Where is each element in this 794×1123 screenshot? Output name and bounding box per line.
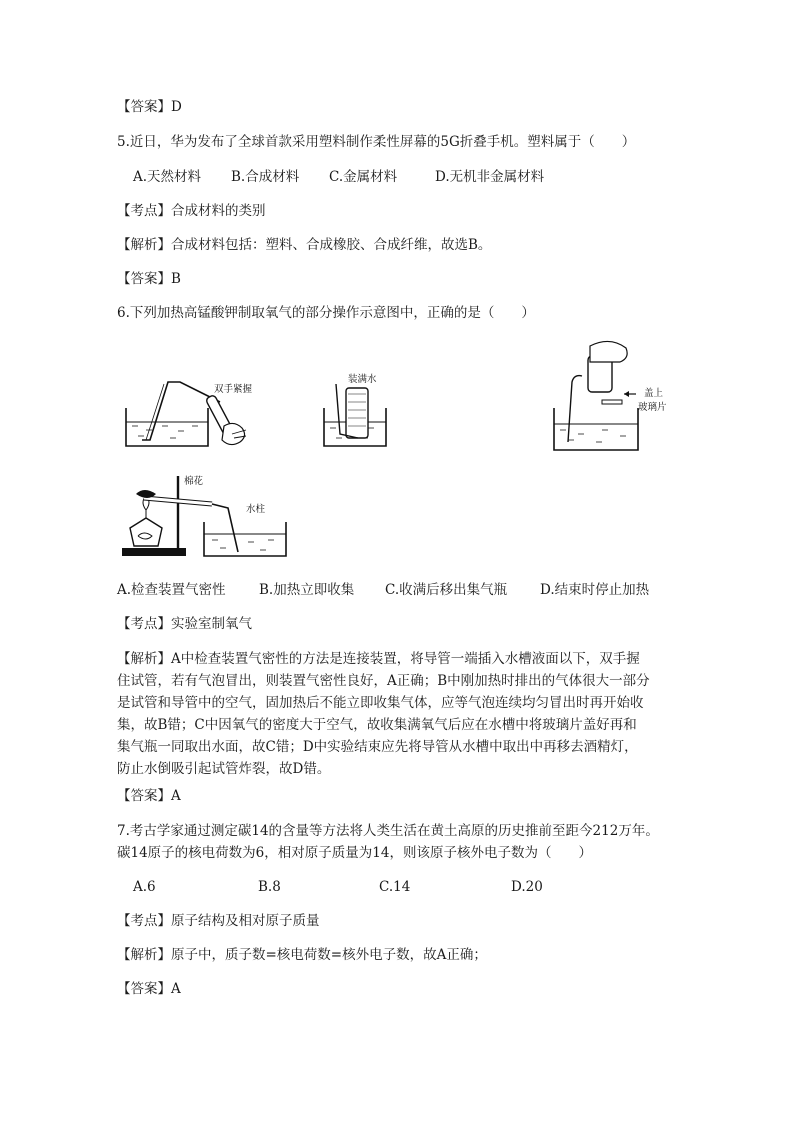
q5-jiexi: 【解析】合成材料包括：塑料、合成橡胶、合成纤维，故选B。 [117,237,492,253]
q6-option-c: C.收满后移出集气瓶 [385,582,508,598]
q6-jiexi-line: 住试管，若有气泡冒出，则装置气密性良好，A正确；B中刚加热时排出的气体很大一部分 [117,673,650,689]
q5-option-c: C.金属材料 [329,169,398,185]
q7-question-line: 碳14原子的核电荷数为6，相对原子质量为14，则该原子核外电子数为（ ） [117,845,592,861]
q6-jiexi-line: 【解析】A中检查装置气密性的方法是连接装置，将导管一端插入水槽液面以下，双手握 [117,651,640,667]
q5-option-b: B.合成材料 [231,169,300,185]
figure-b-collect-immediately [318,368,418,453]
q7-jiexi: 【解析】原子中，质子数=核电荷数=核外电子数，故A正确； [117,947,487,963]
figure-d-label-1: 棉花 [184,476,204,487]
figure-b-label: 装满水 [348,374,377,385]
q6-option-d: D.结束时停止加热 [540,582,650,598]
q6-answer: 【答案】A [117,788,181,804]
q5-option-d: D.无机非金属材料 [435,169,545,185]
figure-c-label-1: 盖上 [644,388,664,399]
figure-c-label-2: 玻璃片 [638,402,667,413]
q5-question: 5.近日，华为发布了全球首款采用塑料制作柔性屏幕的5G折叠手机。塑料属于（ ） [117,134,636,150]
q7-kaodian: 【考点】原子结构及相对原子质量 [117,913,320,929]
q6-question: 6.下列加热高锰酸钾制取氧气的部分操作示意图中，正确的是（ ） [117,305,535,321]
q7-option-a: A.6 [133,879,156,895]
figure-c-remove-bottle [548,338,688,456]
q5-kaodian: 【考点】合成材料的类别 [117,203,266,219]
q7-option-b: B.8 [258,879,281,895]
figure-a-label: 双手紧握 [214,384,253,395]
q6-jiexi-line: 集气瓶一同取出水面，故C错；D中实验结束应先将导管从水槽中取出中再移去酒精灯， [117,739,638,755]
q6-jiexi-line: 是试管和导管中的空气，固加热后不能立即收集气体，应等气泡连续均匀冒出时再开始收 [117,695,644,711]
q7-option-d: D.20 [511,879,543,895]
q5-option-a: A.天然材料 [133,169,202,185]
q4-answer: 【答案】D [117,99,182,115]
q7-option-c: C.14 [379,879,411,895]
q6-jiexi [117,648,677,780]
figure-d-stop-heating [120,470,290,560]
figure-d-label-2: 水柱 [246,504,266,515]
q6-option-a: A.检查装置气密性 [117,582,226,598]
figure-a-airtightness [120,368,270,453]
q6-jiexi-line: 集，故B错；C中因氧气的密度大于空气，故收集满氧气后应在水槽中将玻璃片盖好再和 [117,717,637,733]
q7-answer: 【答案】A [117,981,181,997]
q6-kaodian: 【考点】实验室制氧气 [117,616,252,632]
q6-jiexi-line: 防止水倒吸引起试管炸裂，故D错。 [117,761,331,777]
q7-question-line: 7.考古学家通过测定碳14的含量等方法将人类生活在黄土高原的历史推前至距今212万年。 [117,823,659,839]
q5-answer: 【答案】B [117,271,181,287]
q7-question [117,820,677,864]
q6-option-b: B.加热立即收集 [259,582,355,598]
